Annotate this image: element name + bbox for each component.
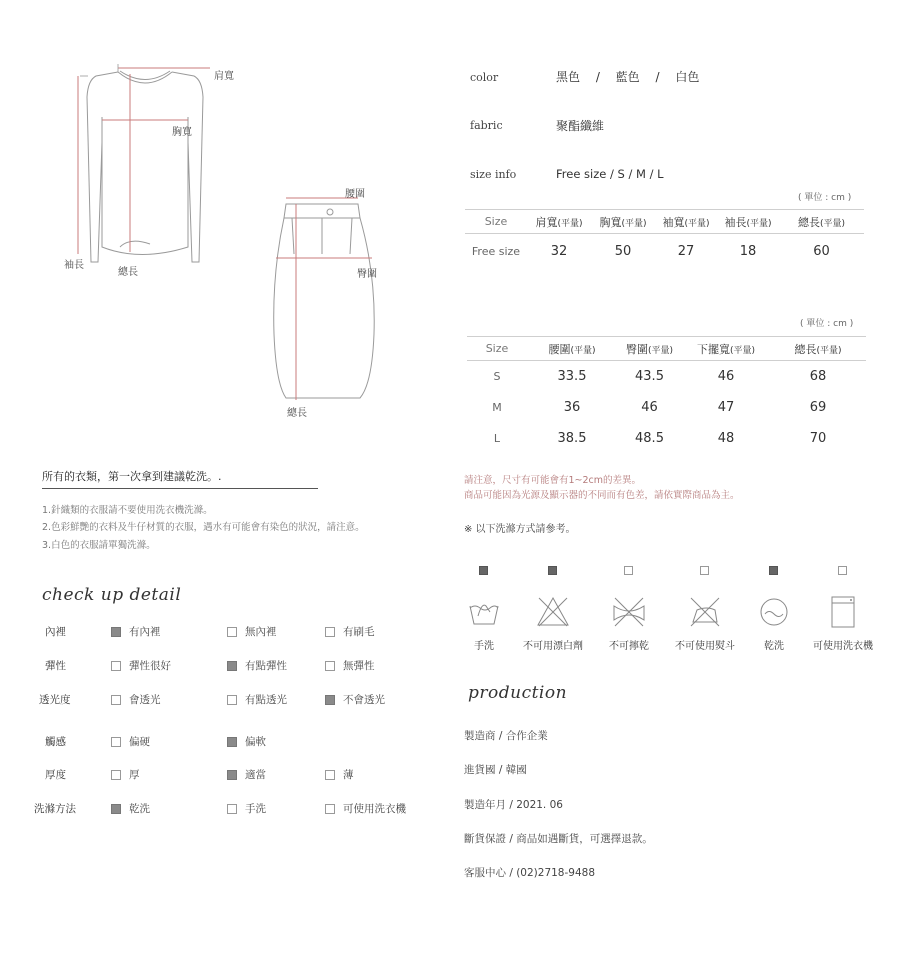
no-wring-icon [611, 594, 647, 630]
check-option [325, 624, 375, 639]
table-header-main: Size [484, 215, 508, 228]
check-row-label: 彈性 [45, 660, 66, 672]
size-warning: 請注意，尺寸有可能會有1~2cm的差異。 [464, 475, 642, 486]
table-row [467, 392, 866, 423]
table-header-main: 肩寬 [535, 215, 558, 229]
table-cell: 46 [641, 400, 658, 415]
skirt-size-table [467, 336, 866, 454]
check-option-label: 有刷毛 [343, 626, 375, 638]
unchecked-box [325, 627, 335, 637]
table-header-sub: (平量) [570, 345, 596, 356]
table-header-sub: (平量) [684, 218, 710, 229]
check-row-label: 洗滌方法 [34, 803, 76, 815]
table-header-cell [682, 337, 770, 361]
check-option [111, 767, 140, 782]
table-header-sub: (平量) [647, 345, 674, 356]
care-note-title: 所有的衣類，第一次拿到建議乾洗。. [42, 468, 318, 489]
check-option-label: 薄 [343, 769, 354, 781]
table-header-cell [465, 210, 527, 234]
table-header-main: 總長 [794, 342, 817, 356]
check-option-label: 乾洗 [129, 803, 150, 815]
color-value: 黑色 / 藍色 / 白色 [556, 70, 700, 84]
top-table-body [465, 234, 864, 269]
check-option-label: 會透光 [129, 694, 161, 706]
check-option-label: 不會透光 [343, 694, 385, 706]
unchecked-box [111, 770, 121, 780]
table-header-cell [467, 337, 527, 361]
table-header-cell [617, 337, 682, 361]
size-info-value: Free size / S / M / L [556, 167, 664, 181]
table-cell: 33.5 [557, 369, 587, 384]
check-option [227, 767, 266, 782]
check-option-label: 無內裡 [245, 626, 277, 638]
check-row-label: 觸感 [45, 736, 66, 748]
table-cell: 36 [563, 400, 581, 415]
table-cell: 60 [813, 243, 830, 259]
table-cell: 69 [809, 400, 827, 415]
table-header-sub: (平量) [816, 345, 842, 356]
wash-label: 乾洗 [764, 641, 784, 652]
checked-box [111, 627, 121, 637]
production-line: 製造年月 / 2021. 06 [464, 799, 563, 811]
care-note-line: 2.色彩鮮艷的衣料及牛仔材質的衣服，遇水有可能會有染色的狀況，請注意。 [42, 522, 365, 533]
check-option [325, 801, 406, 816]
check-option-label: 厚 [129, 769, 140, 781]
check-up-detail-title: check up detail [42, 585, 182, 605]
table-header-main: 腰圍 [548, 342, 571, 356]
table-header-main: 臀圍 [625, 342, 648, 356]
table-header-cell [655, 210, 717, 234]
check-option [325, 658, 375, 673]
check-option-label: 偏軟 [245, 736, 266, 748]
check-option [111, 734, 150, 749]
check-option-label: 可使用洗衣機 [343, 803, 406, 815]
wash-label: 不可使用熨斗 [675, 641, 735, 652]
washing-machine-icon [825, 594, 861, 630]
check-option [111, 692, 161, 707]
check-row-label: 透光度 [39, 694, 71, 706]
label-top-length: 總長 [118, 267, 138, 278]
table-header-main: 下擺寬 [696, 342, 730, 356]
check-row-label: 厚度 [45, 769, 66, 781]
check-row-label: 內裡 [45, 626, 66, 638]
checked-box [548, 566, 557, 575]
unchecked-box [325, 770, 335, 780]
unchecked-box [325, 804, 335, 814]
table-row-label: Free size [471, 244, 521, 258]
check-option [227, 801, 266, 816]
unchecked-box [227, 804, 237, 814]
check-option-label: 手洗 [245, 803, 266, 815]
label-shoulder: 肩寬 [214, 71, 234, 82]
table-header-sub: (平量) [746, 218, 772, 229]
production-line: 進貨國 / 韓國 [464, 764, 527, 776]
wash-intro: ※ 以下洗滌方式請參考。 [464, 524, 576, 535]
production-line: 製造商 / 合作企業 [464, 730, 548, 742]
table-header-cell [717, 210, 779, 234]
table-header-sub: (平量) [557, 218, 583, 229]
checked-box [227, 661, 237, 671]
label-skirt-length: 總長 [287, 408, 307, 419]
wash-label: 手洗 [474, 641, 494, 652]
table-header-main: Size [485, 342, 509, 355]
check-option-label: 適當 [245, 769, 266, 781]
table-header-main: 袖長 [724, 215, 747, 229]
top-table-unit: ( 單位 : cm ) [798, 193, 852, 203]
check-option [111, 658, 171, 673]
unchecked-box [227, 695, 237, 705]
check-option [111, 624, 161, 639]
table-cell: 47 [717, 400, 735, 415]
check-option [325, 767, 354, 782]
table-header-cell [527, 337, 617, 361]
table-cell: 70 [809, 431, 827, 446]
label-sleeve: 袖長 [64, 260, 84, 271]
dry-clean-icon [756, 594, 792, 630]
check-option-label: 無彈性 [343, 660, 375, 672]
table-cell: 18 [739, 243, 757, 259]
table-cell: 48.5 [635, 431, 664, 446]
table-cell: 68 [809, 369, 827, 384]
top-table-header-row [465, 210, 864, 234]
table-cell: 38.5 [557, 431, 587, 446]
check-option-label: 彈性很好 [129, 660, 171, 672]
checked-box [227, 770, 237, 780]
table-row-label: L [493, 432, 501, 445]
unchecked-box [227, 627, 237, 637]
check-option [227, 624, 277, 639]
table-cell: 50 [614, 243, 632, 259]
table-header-main: 袖寬 [662, 215, 685, 229]
table-row [467, 423, 866, 454]
skirt-garment-sketch [262, 184, 387, 416]
unchecked-box [325, 661, 335, 671]
unchecked-box [700, 566, 709, 575]
label-chest: 胸寬 [172, 127, 192, 138]
care-note-line: 3.白色的衣服請單獨洗滌。 [42, 540, 156, 551]
top-garment-sketch [60, 62, 250, 272]
color-warning: 商品可能因為光源及顯示器的不同而有色差，請依實際商品為主。 [464, 490, 740, 501]
skirt-table-header-row [467, 337, 866, 361]
checked-box [769, 566, 778, 575]
no-bleach-icon [535, 594, 571, 630]
size-info-key: size info [470, 168, 517, 181]
checked-box [325, 695, 335, 705]
skirt-table-body [467, 361, 866, 455]
check-option [227, 692, 287, 707]
table-header-cell [591, 210, 655, 234]
table-header-main: 總長 [797, 215, 820, 229]
checked-box [227, 737, 237, 747]
table-header-cell [779, 210, 864, 234]
table-header-cell [527, 210, 591, 234]
fabric-value: 聚酯纖維 [556, 119, 605, 133]
check-option [111, 801, 150, 816]
production-line: 斷貨保證 / 商品如遇斷貨，可選擇退款。 [464, 833, 653, 845]
top-size-table [465, 209, 864, 268]
no-iron-icon [687, 594, 723, 630]
production-title: production [468, 683, 568, 703]
table-cell: 48 [717, 431, 735, 446]
table-header-sub: (平量) [819, 218, 846, 229]
unchecked-box [111, 695, 121, 705]
table-row [467, 361, 866, 393]
check-option-label: 偏硬 [129, 736, 150, 748]
production-line: 客服中心 / (02)2718-9488 [464, 867, 595, 879]
wash-label: 不可擰乾 [609, 641, 649, 652]
table-row-label: S [493, 370, 501, 383]
table-cell: 46 [717, 369, 735, 384]
unchecked-box [624, 566, 633, 575]
checked-box [111, 804, 121, 814]
table-header-main: 胸寬 [599, 215, 622, 229]
color-key: color [470, 71, 499, 84]
skirt-table-unit: ( 單位 : cm ) [800, 319, 854, 329]
check-option-label: 有內裡 [129, 626, 161, 638]
care-note-line: 1.針織類的衣服請不要使用洗衣機洗滌。 [42, 505, 213, 516]
unchecked-box [111, 737, 121, 747]
check-option [227, 658, 287, 673]
table-cell: 27 [677, 243, 695, 259]
fabric-key: fabric [470, 119, 503, 132]
wash-label: 可使用洗衣機 [813, 641, 873, 652]
unchecked-box [111, 661, 121, 671]
table-row [465, 234, 864, 269]
table-header-cell [770, 337, 866, 361]
check-option [227, 734, 266, 749]
check-option [325, 692, 385, 707]
checked-box [479, 566, 488, 575]
table-header-sub: (平量) [729, 345, 756, 356]
table-cell: 43.5 [635, 369, 664, 384]
unchecked-box [838, 566, 847, 575]
table-row-label: M [492, 401, 502, 414]
check-option-label: 有點透光 [245, 694, 287, 706]
table-header-sub: (平量) [621, 218, 647, 229]
label-waist: 腰圍 [345, 189, 365, 200]
label-hip: 臀圍 [357, 269, 377, 280]
check-option-label: 有點彈性 [245, 660, 287, 672]
hand-wash-icon [466, 594, 502, 630]
table-cell: 32 [550, 243, 568, 259]
wash-label: 不可用漂白劑 [523, 641, 583, 652]
